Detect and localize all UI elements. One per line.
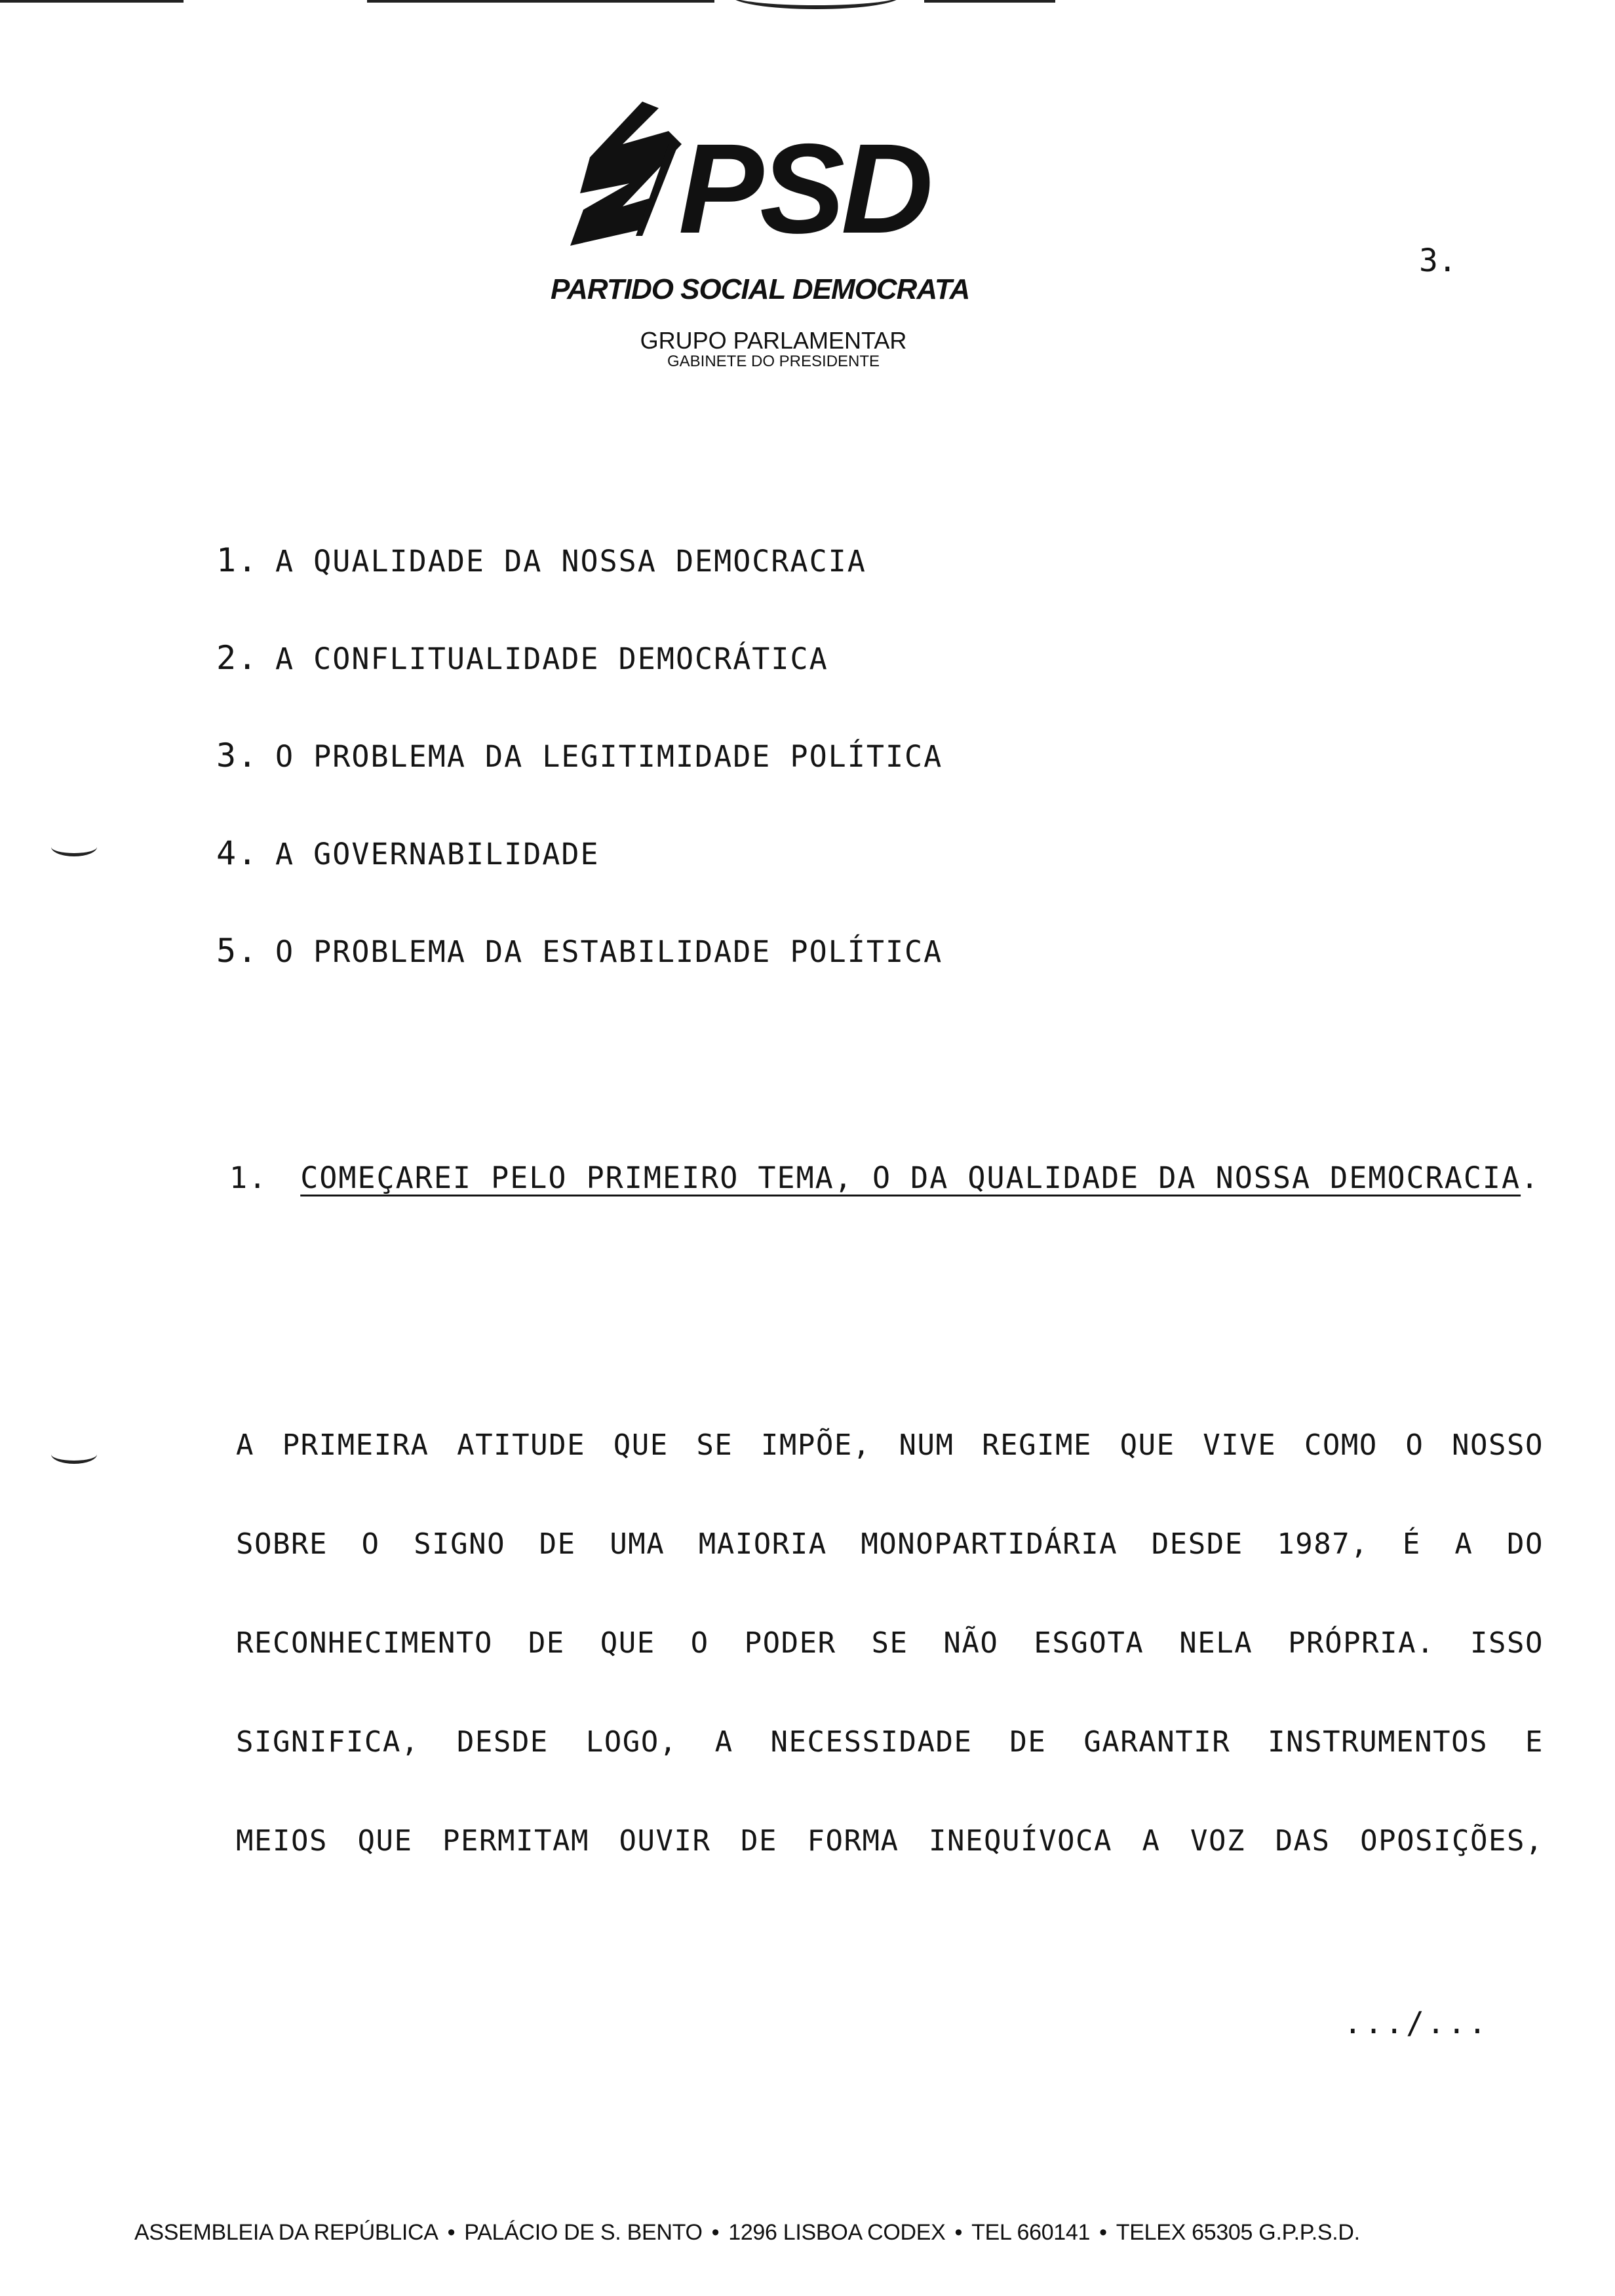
agenda-text: A GOVERNABILIDADE bbox=[275, 837, 600, 871]
footer-address bbox=[134, 2220, 1544, 2246]
margin-mark bbox=[51, 837, 97, 856]
body-line: A PRIMEIRA ATITUDE QUE SE IMPÕE, NUM REGIME QUE VIVE COMO O NOSSO bbox=[236, 1428, 1544, 1462]
agenda-text: A CONFLITUALIDADE DEMOCRÁTICA bbox=[275, 641, 828, 676]
agenda-text: A QUALIDADE DA NOSSA DEMOCRACIA bbox=[275, 544, 866, 579]
body-line: MEIOS QUE PERMITAM OUVIR DE FORMA INEQUÍVOCA A VOZ DAS OPOSIÇÕES, bbox=[236, 1824, 1544, 1858]
parliamentary-group: GRUPO PARLAMENTAR bbox=[640, 327, 907, 354]
party-name: PARTIDO SOCIAL DEMOCRATA bbox=[551, 273, 970, 305]
footer-part: ASSEMBLEIA DA REPÚBLICA bbox=[134, 2220, 438, 2245]
agenda-text: O PROBLEMA DA ESTABILIDADE POLÍTICA bbox=[275, 934, 943, 969]
office-title: GABINETE DO PRESIDENTE bbox=[667, 353, 880, 370]
continuation-mark: .../... bbox=[1344, 2005, 1489, 2040]
agenda-text: O PROBLEMA DA LEGITIMIDADE POLÍTICA bbox=[275, 739, 943, 774]
body-line: RECONHECIMENTO DE QUE O PODER SE NÃO ESGOTA NELA PRÓPRIA. ISSO bbox=[236, 1626, 1544, 1660]
margin-mark bbox=[51, 1445, 97, 1464]
body-line: SIGNIFICA, DESDE LOGO, A NECESSIDADE DE GARANTIR INSTRUMENTOS E bbox=[236, 1725, 1544, 1759]
scan-edge-line bbox=[367, 0, 714, 3]
section-heading bbox=[229, 1124, 1540, 1232]
logo-letters: PSD bbox=[678, 117, 929, 260]
agenda-item bbox=[216, 639, 828, 677]
agenda-number: 1. bbox=[216, 541, 259, 579]
section-number: 1. bbox=[229, 1160, 268, 1195]
bullet-icon: • bbox=[1099, 2220, 1107, 2245]
footer-part: TELEX 65305 G.P.P.S.D. bbox=[1116, 2220, 1360, 2245]
agenda-number: 5. bbox=[216, 932, 259, 970]
agenda-number: 3. bbox=[216, 737, 259, 775]
body-line: SOBRE O SIGNO DE UMA MAIORIA MONOPARTIDÁRIA DESDE 1987, É A DO bbox=[236, 1527, 1544, 1561]
scan-edge-line bbox=[924, 0, 1055, 3]
body-paragraph bbox=[236, 1396, 1544, 1890]
agenda-number: 2. bbox=[216, 639, 259, 677]
section-title: COMEÇAREI PELO PRIMEIRO TEMA, O DA QUALIDADE DA NOSSA DEMOCRACIA bbox=[300, 1160, 1521, 1195]
bullet-icon: • bbox=[954, 2220, 963, 2245]
agenda-item bbox=[216, 932, 943, 970]
agenda-item bbox=[216, 737, 943, 775]
agenda-item bbox=[216, 834, 600, 872]
footer-part: TEL 660141 bbox=[971, 2220, 1091, 2245]
scan-edge-line bbox=[0, 0, 184, 3]
bullet-icon: • bbox=[711, 2220, 720, 2245]
scan-edge-arc bbox=[731, 0, 901, 9]
bullet-icon: • bbox=[447, 2220, 456, 2245]
agenda-item bbox=[216, 541, 866, 579]
footer-part: 1296 LISBOA CODEX bbox=[728, 2220, 946, 2245]
footer-part: PALÁCIO DE S. BENTO bbox=[464, 2220, 703, 2245]
section-title-end: . bbox=[1521, 1160, 1540, 1195]
agenda-number: 4. bbox=[216, 834, 259, 872]
page-number: 3. bbox=[1419, 242, 1457, 279]
